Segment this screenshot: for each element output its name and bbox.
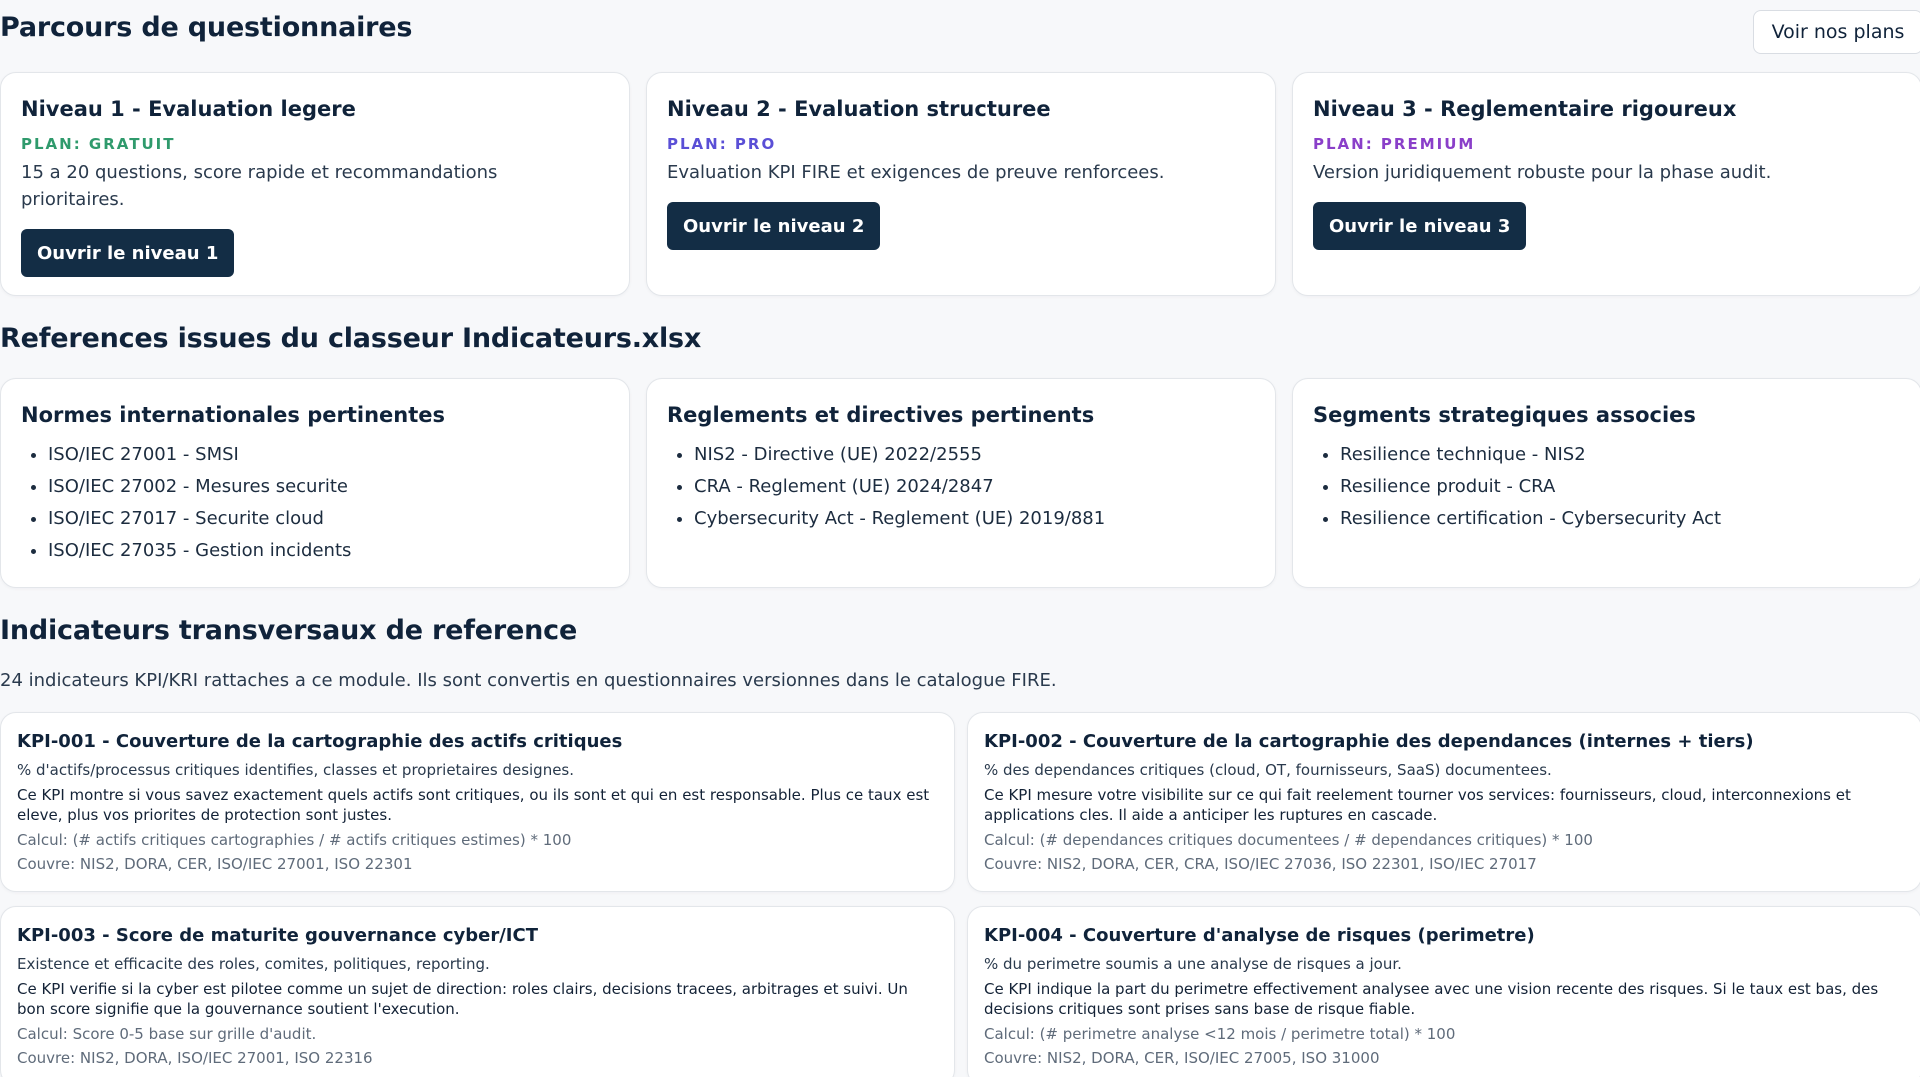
reference-list [21,439,609,567]
kpi-title: KPI-002 - Couverture de la cartographie des dependances (internes + tiers) [984,731,1754,752]
kpi-coverage: Couvre: NIS2, DORA, CER, ISO/IEC 27005, ISO 31000 [984,1049,1380,1067]
kpi-summary: % d'actifs/processus critiques identifies, classes et proprietaires designes. [17,761,575,779]
references-title: References issues du classeur Indicateurs.xlsx [0,323,702,354]
list-item: • Cybersecurity Act - Reglement (UE) 2019/881 [694,503,1255,535]
reference-card-title: Segments strategiques associes [1313,403,1696,427]
kpi-coverage: Couvre: NIS2, DORA, CER, ISO/IEC 27001, ISO 22301 [17,855,413,873]
reference-list [1313,439,1901,535]
kpi-calculation: Calcul: (# actifs critiques cartographies / # actifs critiques estimes) * 100 [17,831,572,849]
kpi-coverage: Couvre: NIS2, DORA, ISO/IEC 27001, ISO 22316 [17,1049,373,1067]
list-item: • ISO/IEC 27035 - Gestion incidents [48,535,609,567]
level-title: Niveau 2 - Evaluation structuree [667,97,1051,121]
level-title: Niveau 1 - Evaluation legere [21,97,356,121]
kpi-card-001 [0,712,955,892]
list-item: • ISO/IEC 27017 - Securite cloud [48,503,609,535]
plan-label: PLAN: GRATUIT [21,135,176,153]
open-level-3-button[interactable]: Ouvrir le niveau 3 [1313,202,1526,250]
level-card-2 [646,72,1276,296]
kpi-title: KPI-003 - Score de maturite gouvernance cyber/ICT [17,925,538,946]
kpi-description: Ce KPI mesure votre visibilite sur ce qui fait reelement tourner vos services: fournisseurs, cloud, interconnexions et applications cles. Il aide a anticiper les ruptures en cascade. [984,786,1851,824]
reference-list [667,439,1255,535]
list-item: • Resilience certification - Cybersecurity Act [1340,503,1901,535]
kpi-calculation: Calcul: Score 0-5 base sur grille d'audit. [17,1025,317,1043]
indicators-intro: 24 indicateurs KPI/KRI rattaches a ce module. Ils sont convertis en questionnaires versionnes dans le catalogue FIRE. [0,670,1057,691]
kpi-card-004 [967,906,1920,1077]
level-title: Niveau 3 - Reglementaire rigoureux [1313,97,1737,121]
kpi-summary: % des dependances critiques (cloud, OT, fournisseurs, SaaS) documentees. [984,761,1552,779]
page-title: Parcours de questionnaires [0,12,413,43]
level-description: Evaluation KPI FIRE et exigences de preuve renforcees. [667,162,1165,183]
plan-label: PLAN: PREMIUM [1313,135,1476,153]
level-description: Version juridiquement robuste pour la phase audit. [1313,162,1772,183]
kpi-calculation: Calcul: (# dependances critiques documentees / # dependances critiques) * 100 [984,831,1593,849]
reference-card-segments [1292,378,1920,588]
list-item: • Resilience technique - NIS2 [1340,439,1901,471]
list-item: • Resilience produit - CRA [1340,471,1901,503]
plan-label: PLAN: PRO [667,135,777,153]
kpi-description: Ce KPI indique la part du perimetre effectivement analysee avec une vision recente des risques. Si le taux est bas, des decisions critiques sont prises sans base de risque fiable. [984,980,1879,1018]
kpi-summary: Existence et efficacite des roles, comites, politiques, reporting. [17,955,490,973]
kpi-description: Ce KPI montre si vous savez exactement quels actifs sont critiques, ou ils sont et qui en est responsable. Plus ce taux est eleve, plus vos priorites de protection sont justes. [17,786,930,824]
kpi-calculation: Calcul: (# perimetre analyse <12 mois / perimetre total) * 100 [984,1025,1456,1043]
kpi-summary: % du perimetre soumis a une analyse de risques a jour. [984,955,1402,973]
list-item: • ISO/IEC 27001 - SMSI [48,439,609,471]
kpi-title: KPI-004 - Couverture d'analyse de risques (perimetre) [984,925,1535,946]
level-card-3 [1292,72,1920,296]
reference-card-title: Normes internationales pertinentes [21,403,446,427]
view-plans-button[interactable]: Voir nos plans [1753,10,1920,54]
list-item: • CRA - Reglement (UE) 2024/2847 [694,471,1255,503]
kpi-card-003 [0,906,955,1077]
level-description: 15 a 20 questions, score rapide et recommandations prioritaires. [21,162,498,210]
kpi-card-002 [967,712,1920,892]
reference-card-standards [0,378,630,588]
kpi-description: Ce KPI verifie si la cyber est pilotee comme un sujet de direction: roles clairs, decisions tracees, arbitrages et suivi. Un bon score signifie que la gouvernance soutient l'execution. [17,980,908,1018]
kpi-title: KPI-001 - Couverture de la cartographie des actifs critiques [17,731,623,752]
kpi-coverage: Couvre: NIS2, DORA, CER, CRA, ISO/IEC 27036, ISO 22301, ISO/IEC 27017 [984,855,1537,873]
reference-card-regulations [646,378,1276,588]
open-level-2-button[interactable]: Ouvrir le niveau 2 [667,202,880,250]
list-item: • NIS2 - Directive (UE) 2022/2555 [694,439,1255,471]
list-item: • ISO/IEC 27002 - Mesures securite [48,471,609,503]
level-card-1 [0,72,630,296]
open-level-1-button[interactable]: Ouvrir le niveau 1 [21,229,234,277]
indicators-title: Indicateurs transversaux de reference [0,615,578,646]
reference-card-title: Reglements et directives pertinents [667,403,1095,427]
